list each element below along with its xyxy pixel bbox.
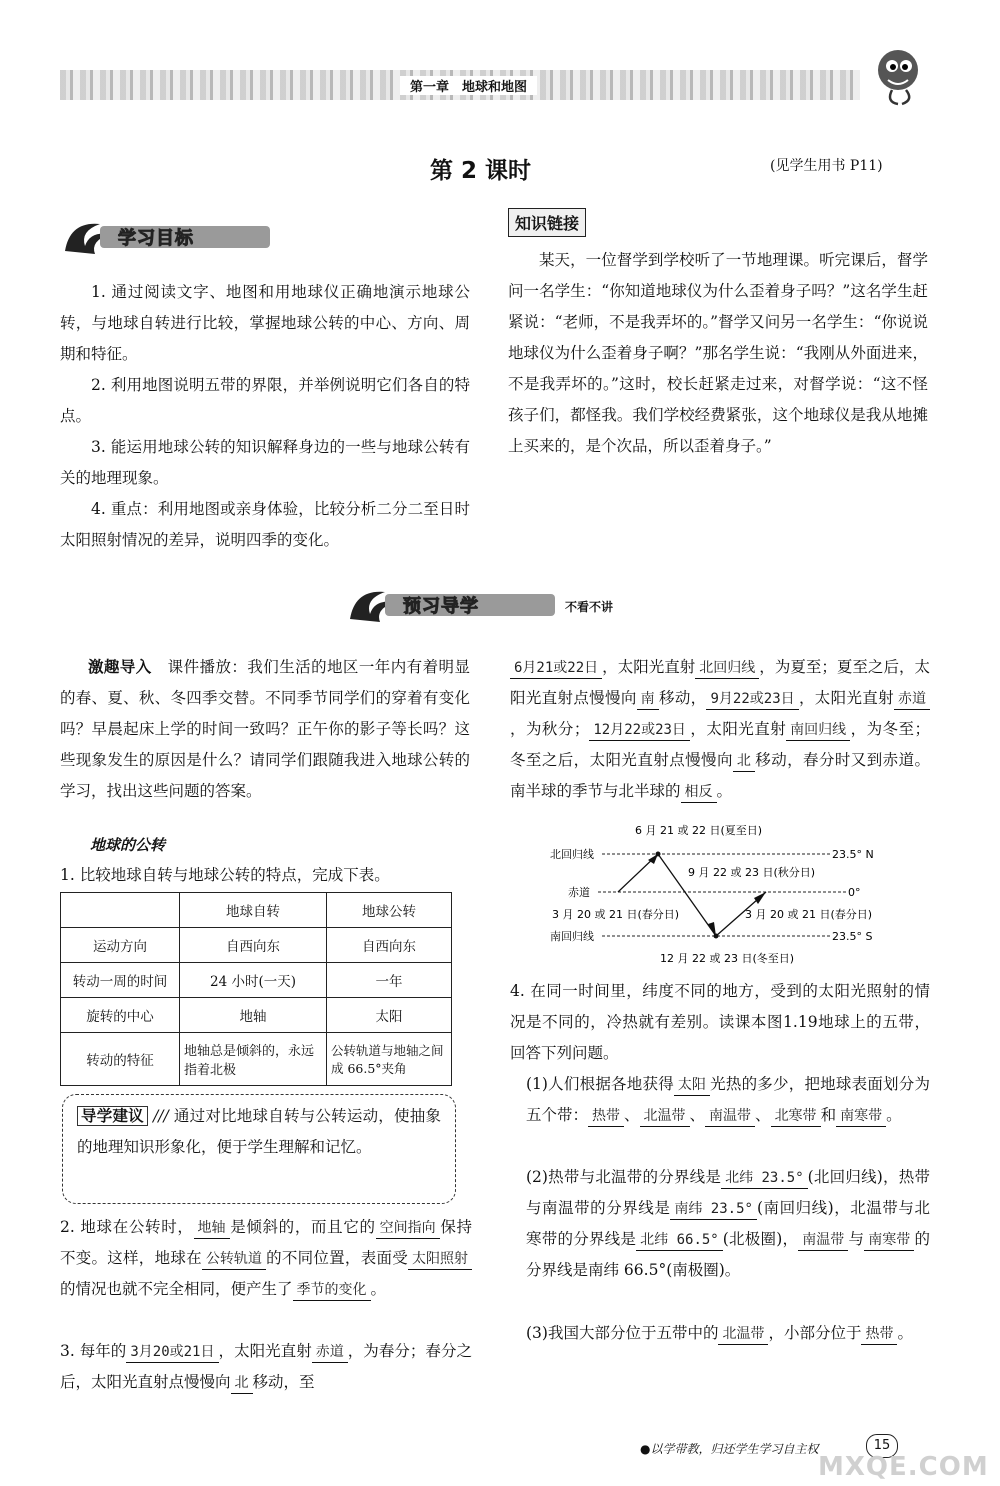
page-number: 15 xyxy=(866,1434,898,1458)
label-summer-solstice: 6 月 21 或 22 日(夏至日) xyxy=(635,824,763,837)
solar-direct-point-diagram xyxy=(540,820,920,970)
label-23-5N: 23.5° N xyxy=(832,848,874,861)
answer-blank[interactable]: 南温带 xyxy=(798,1230,848,1251)
intro-text: 课件播放：我们生活的地区一年内有着明显的春、夏、秋、冬四季交替。不同季节同学们的穿着有变化吗？早晨起床上学的时间一致吗？正午你的影子等长吗？这些现象发生的原因是什么？请同学们跟随我进入地球公转的学习，找出这些问题的答案。 xyxy=(60,658,470,800)
answer-blank[interactable]: 3月20或21日 xyxy=(126,1342,218,1363)
answer-blank[interactable]: 地轴 xyxy=(194,1218,230,1239)
answer-blank[interactable]: 相反 xyxy=(681,782,717,803)
answer-blank[interactable]: 南寒带 xyxy=(836,1106,886,1127)
answer-blank[interactable]: 南 xyxy=(637,689,659,710)
table-cell: 地轴 xyxy=(180,998,327,1033)
objective-4: 4. 重点：利用地图或亲身体验，比较分析二分二至日时太阳照射情况的差异，说明四季的变化。 xyxy=(60,500,470,549)
label-winter-solstice: 12 月 22 或 23 日(冬至日) xyxy=(660,952,795,965)
question-3-part2: 6月21或22日 ，太阳光直射 北回归线 ，为夏至；夏至之后，太阳光直射点慢慢向 南 移动， 9月22或23日 ，太阳光直射 赤道，为秋分； 12月22或23日 ，太阳光直射 南回归线 ，为冬至；冬至之后，太阳光直射点慢慢向 北 移动，春分时又到赤道。南半球的季节与北半球的 相反 。 xyxy=(510,652,930,807)
tip-text: 通过对比地球自转与公转运动，使抽象的地理知识形象化，便于学生理解和记忆。 xyxy=(77,1107,441,1156)
chapter-header: 第一章 地球和地图 xyxy=(400,76,537,95)
answer-blank[interactable]: 热带 xyxy=(588,1106,624,1127)
knowledge-link-story: 某天，一位督学到学校听了一节地理课。听完课后，督学问一名学生：“你知道地球仪为什么歪着身子吗？”这名学生赶紧说：“老师，不是我弄坏的。”督学又问另一名学生：“你说说地球仪为什么歪着身子啊？”那名学生说：“我刚从外面进来，不是我弄坏的。”这时，校长赶紧走过来，对督学说：“这不怪孩子们，都怪我。我们学校经费紧张，这个地球仪是我从地摊上买来的，是个次品，所以歪着身子。” xyxy=(508,251,928,455)
table-cell: 太阳 xyxy=(327,998,452,1033)
preview-badge xyxy=(345,584,645,624)
table-row xyxy=(61,893,452,928)
label-0deg: 0° xyxy=(848,886,861,899)
preview-subtitle: 不看不讲 xyxy=(565,600,614,614)
table-header: 地球公转 xyxy=(327,893,452,928)
question-4-3: (3)我国大部分位于五带中的 北温带 ，小部分位于 热带 。 xyxy=(526,1318,930,1349)
arrow-icon xyxy=(754,892,766,904)
label-spring-equinox-2: 3 月 20 或 21 日(春分日) xyxy=(745,908,873,921)
answer-blank[interactable]: 公转轨道 xyxy=(202,1249,266,1270)
table-cell: 转动一周的时间 xyxy=(61,963,180,998)
table-cell: 24 小时(一天) xyxy=(180,963,327,998)
footer-slogan: ●以学带教，归还学生学习自主权 xyxy=(640,1442,819,1456)
answer-blank[interactable]: 北温带 xyxy=(718,1324,768,1345)
preview-title: 预习导学 xyxy=(403,596,479,617)
answer-blank[interactable]: 北纬 23.5° xyxy=(721,1168,808,1189)
answer-blank[interactable]: 赤道 xyxy=(312,1342,348,1363)
mascot-icon xyxy=(862,40,932,110)
intro-label: 激趣导入 xyxy=(88,658,152,676)
answer-blank[interactable]: 北 xyxy=(231,1373,253,1394)
point-summer xyxy=(656,852,661,857)
question-4-1: (1)人们根据各地获得 太阳 光热的多少，把地球表面划分为五个带： 热带 、 北温带 、 南温带 、 北寒带 和 南寒带 。 xyxy=(526,1069,930,1131)
answer-blank[interactable]: 南寒带 xyxy=(864,1230,914,1251)
label-23-5S: 23.5° S xyxy=(832,930,873,943)
answer-blank[interactable]: 6月21或22日 xyxy=(510,658,602,679)
answer-blank[interactable]: 南温带 xyxy=(705,1106,755,1127)
question-3-part1: 3. 每年的 3月20或21日 ，太阳光直射 赤道 ，为春分；春分之后，太阳光直射点慢慢向 北 移动，至 xyxy=(60,1336,472,1398)
study-tip-box: 导学建议 /// 通过对比地球自转与公转运动，使抽象的地理知识形象化，便于学生理解和记忆。 xyxy=(62,1094,456,1204)
answer-blank[interactable]: 南纬 23.5° xyxy=(670,1199,757,1220)
objective-1: 1. 通过阅读文字、地图和用地球仪正确地演示地球公转，与地球自转进行比较，掌握地球公转的中心、方向、周期和特征。 xyxy=(60,283,470,363)
answer-blank[interactable]: 太阳 xyxy=(674,1075,710,1096)
answer-blank[interactable]: 热带 xyxy=(861,1324,897,1345)
table-row xyxy=(61,1033,452,1086)
answer-blank[interactable]: 赤道 xyxy=(894,689,930,710)
point-winter xyxy=(714,934,719,939)
question-4-intro: 4. 在同一时间里，纬度不同的地方，受到的太阳光照射的情况是不同的，冷热就有差别。读课本图1.19地球上的五带，回答下列问题。 xyxy=(510,982,930,1062)
tip-label: 导学建议 xyxy=(77,1106,148,1126)
table-cell: 转动的特征 xyxy=(61,1033,180,1086)
lesson-title: 第 2 课时 xyxy=(430,158,532,184)
table-cell: 自西向东 xyxy=(180,928,327,963)
table-cell: 自西向东 xyxy=(327,928,452,963)
answer-blank[interactable]: 空间指向 xyxy=(376,1218,440,1239)
table-cell: 运动方向 xyxy=(61,928,180,963)
table-row xyxy=(61,928,452,963)
label-spring-equinox-1: 3 月 20 或 21 日(春分日) xyxy=(552,908,680,921)
table-cell xyxy=(61,893,180,928)
lesson-reference: (见学生用书 P11) xyxy=(770,158,883,174)
answer-blank[interactable]: 北温带 xyxy=(640,1106,690,1127)
answer-blank[interactable]: 9月22或23日 xyxy=(706,689,798,710)
comparison-table xyxy=(60,892,452,1086)
answer-blank[interactable]: 季节的变化 xyxy=(293,1280,371,1301)
question-4-2: (2)热带与北温带的分界线是 北纬 23.5° (北回归线)，热带与南温带的分界线是 南纬 23.5° (南回归线)，北温带与北寒带的分界线是 北纬 66.5° (北极圈)， 南温带 与 南寒带 的分界线是南纬 66.5°(南极圈)。 xyxy=(526,1168,930,1279)
table-header: 地球自转 xyxy=(180,893,327,928)
answer-blank[interactable]: 太阳照射 xyxy=(408,1249,472,1270)
label-equator: 赤道 xyxy=(568,886,590,899)
table-cell: 一年 xyxy=(327,963,452,998)
answer-blank[interactable]: 南回归线 xyxy=(786,720,850,741)
section-heading: 地球的公转 xyxy=(90,836,166,854)
objectives-badge xyxy=(60,216,270,256)
answer-blank[interactable]: 北 xyxy=(733,751,755,772)
table-cell: 旋转的中心 xyxy=(61,998,180,1033)
knowledge-link-title: 知识链接 xyxy=(508,208,586,237)
table-cell: 地轴总是倾斜的，永远指着北极 xyxy=(180,1033,327,1086)
answer-blank[interactable]: 北回归线 xyxy=(695,658,759,679)
answer-blank[interactable]: 北纬 66.5° xyxy=(636,1230,723,1251)
watermark: MXQE.COM xyxy=(818,1452,989,1482)
answer-blank[interactable]: 12月22或23日 xyxy=(589,720,690,741)
objective-3: 3. 能运用地球公转的知识解释身边的一些与地球公转有关的地理现象。 xyxy=(60,438,470,487)
answer-blank[interactable]: 北寒带 xyxy=(771,1106,821,1127)
objectives-title: 学习目标 xyxy=(118,228,194,249)
question-2: 2. 地球在公转时， 地轴 是倾斜的，而且它的 空间指向 保持不变。这样，地球在 公转轨道 的不同位置，表面受 太阳照射的情况也就不完全相同，便产生了 季节的变化 。 xyxy=(60,1212,472,1305)
question-1: 1. 比较地球自转与地球公转的特点，完成下表。 xyxy=(60,866,390,884)
label-autumn-equinox: 9 月 22 或 23 日(秋分日) xyxy=(688,866,816,879)
table-row xyxy=(61,963,452,998)
objective-2: 2. 利用地图说明五带的界限，并举例说明它们各自的特点。 xyxy=(60,376,470,425)
label-tropic-south: 南回归线 xyxy=(550,930,594,943)
intro-paragraph xyxy=(60,652,470,807)
table-row xyxy=(61,998,452,1033)
label-tropic-north: 北回归线 xyxy=(550,848,594,861)
table-cell: 公转轨道与地轴之间成 66.5°夹角 xyxy=(327,1033,452,1086)
